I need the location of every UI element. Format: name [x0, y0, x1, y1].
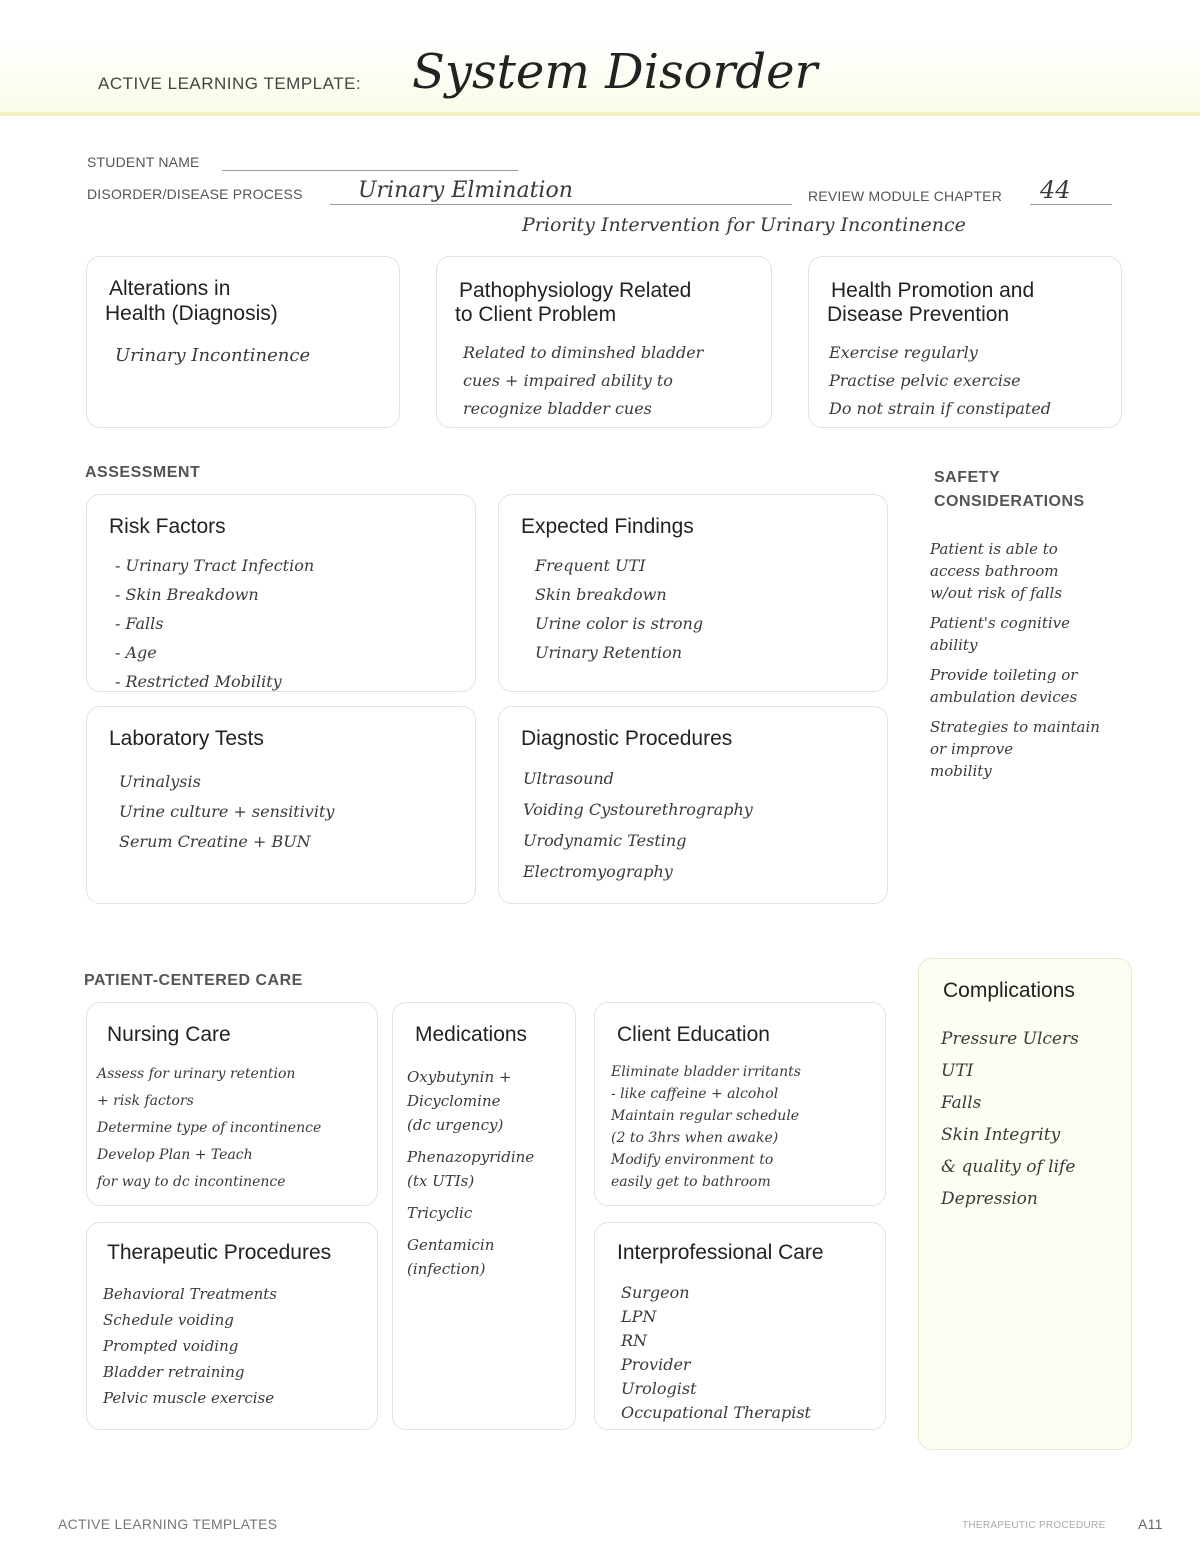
student-name-label: STUDENT NAME [87, 154, 200, 170]
note-line: & quality of life [941, 1157, 1076, 1177]
safety-notes [930, 538, 1100, 782]
nursing-care-notes [97, 1061, 321, 1196]
disorder-field-line2: Priority Intervention for Urinary Incontinence [522, 214, 966, 236]
note-line: Dicyclomine [407, 1092, 501, 1110]
laboratory-tests-box [86, 706, 476, 904]
note-line: (dc urgency) [407, 1116, 504, 1134]
note-line: Frequent UTI [535, 556, 646, 575]
therapeutic-procedures-notes [103, 1281, 277, 1411]
note-line: Determine type of incontinence [97, 1120, 322, 1136]
safety-heading-line1: SAFETY [934, 469, 1001, 486]
note-line: easily get to bathroom [611, 1174, 771, 1190]
safety-heading [934, 466, 1085, 514]
note-line: Serum Creatine + BUN [119, 832, 311, 851]
review-chapter-field[interactable]: 44 [1040, 176, 1071, 204]
note-line: - Age [115, 643, 157, 662]
expected-findings-box [498, 494, 888, 692]
note-line: (2 to 3hrs when awake) [611, 1130, 779, 1146]
note-line: Urine culture + sensitivity [119, 802, 335, 821]
expected-findings-notes [535, 551, 703, 667]
health-promotion-title: Health Promotion and [831, 279, 1035, 302]
note-line: Skin Integrity [941, 1125, 1061, 1145]
note-line: Maintain regular schedule [611, 1108, 800, 1124]
risk-factors-box [86, 494, 476, 692]
note-line: recognize bladder cues [463, 399, 652, 418]
note-line: Urologist [621, 1379, 697, 1398]
note-line: LPN [621, 1307, 657, 1326]
alterations-notes [115, 341, 310, 370]
note-line: - like caffeine + alcohol [611, 1086, 779, 1102]
note-line: - Urinary Tract Infection [115, 556, 315, 575]
medications-box [392, 1002, 576, 1430]
health-promotion-title-line2: Disease Prevention [827, 303, 1010, 326]
therapeutic-procedures-title: Therapeutic Procedures [107, 1241, 332, 1264]
complications-notes [941, 1023, 1079, 1215]
interprofessional-care-box [594, 1222, 886, 1430]
footer-section-label: THERAPEUTIC PROCEDURE [962, 1520, 1106, 1531]
therapeutic-procedures-box [86, 1222, 378, 1430]
note-line: (tx UTIs) [407, 1172, 475, 1190]
safety-heading-line2: CONSIDERATIONS [934, 493, 1085, 510]
note-line: Exercise regularly [829, 343, 978, 362]
note-line: Assess for urinary retention [97, 1066, 296, 1082]
interprofessional-care-title: Interprofessional Care [617, 1241, 824, 1264]
note-line: Occupational Therapist [621, 1403, 811, 1422]
note-line: mobility [930, 762, 992, 780]
note-line: Do not strain if constipated [829, 399, 1052, 418]
medications-title: Medications [415, 1023, 528, 1046]
note-line: or improve [930, 740, 1014, 758]
note-line: w/out risk of falls [930, 584, 1063, 602]
note-line: Oxybutynin + [407, 1068, 512, 1086]
note-line: access bathroom [930, 562, 1059, 580]
pathophysiology-box [436, 256, 772, 428]
note-line: for way to dc incontinence [97, 1174, 286, 1190]
review-chapter-label: REVIEW MODULE CHAPTER [808, 188, 1002, 204]
note-line: Pressure Ulcers [941, 1029, 1079, 1049]
note-line [407, 1225, 534, 1233]
note-line: Bladder retraining [103, 1363, 245, 1381]
note-line: Urodynamic Testing [523, 831, 687, 850]
note-line [930, 656, 1100, 664]
note-line: Electromyography [523, 862, 673, 881]
note-line: Depression [941, 1189, 1038, 1209]
note-line: Provide toileting or [930, 666, 1078, 684]
note-line: RN [621, 1331, 648, 1350]
note-line: Patient is able to [930, 540, 1058, 558]
client-education-notes [611, 1061, 801, 1193]
note-line: cues + impaired ability to [463, 371, 673, 390]
health-promotion-box [808, 256, 1122, 428]
note-line: ambulation devices [930, 688, 1078, 706]
note-line: Strategies to maintain [930, 718, 1100, 736]
note-line: Schedule voiding [103, 1311, 234, 1329]
note-line: Urine color is strong [535, 614, 704, 633]
note-line [930, 604, 1100, 612]
note-line [930, 708, 1100, 716]
note-line: + risk factors [97, 1093, 194, 1109]
nursing-care-box [86, 1002, 378, 1206]
note-line: Gentamicin [407, 1236, 495, 1254]
note-line: Falls [941, 1093, 982, 1113]
note-line: Ultrasound [523, 769, 614, 788]
note-line: Patient's cognitive [930, 614, 1071, 632]
pathophysiology-notes [463, 339, 703, 423]
note-line: Pelvic muscle exercise [103, 1389, 275, 1407]
note-line: Urinary Retention [535, 643, 683, 662]
note-line: Surgeon [621, 1283, 690, 1302]
risk-factors-notes [115, 551, 314, 696]
note-line: Related to diminshed bladder [463, 343, 704, 362]
pathophysiology-title: Pathophysiology Related [459, 279, 692, 302]
note-line: Eliminate bladder irritants [611, 1064, 801, 1080]
complications-box [918, 958, 1132, 1450]
note-line: Voiding Cystourethrography [523, 800, 753, 819]
pathophysiology-title-line2: to Client Problem [455, 303, 617, 326]
note-line: ability [930, 636, 978, 654]
note-line [407, 1137, 534, 1145]
alterations-box [86, 256, 400, 428]
complications-title: Complications [943, 979, 1075, 1002]
note-line: Phenazopyridine [407, 1148, 535, 1166]
disorder-label: DISORDER/DISEASE PROCESS [87, 186, 303, 202]
expected-findings-title: Expected Findings [521, 515, 694, 538]
disorder-line [330, 204, 792, 205]
note-line: Prompted voiding [103, 1337, 239, 1355]
student-name-line [222, 170, 518, 171]
review-chapter-line [1030, 204, 1112, 205]
medications-notes [407, 1065, 534, 1281]
alterations-title-line2: Health (Diagnosis) [105, 302, 278, 325]
disorder-field[interactable]: Urinary Elmination [358, 178, 573, 203]
footer-label: ACTIVE LEARNING TEMPLATES [58, 1516, 278, 1532]
client-education-box [594, 1002, 886, 1206]
note-line: Provider [621, 1355, 691, 1374]
note-line: - Skin Breakdown [115, 585, 259, 604]
note-line: - Falls [115, 614, 164, 633]
note-line: - Restricted Mobility [115, 672, 282, 691]
interprofessional-care-notes [621, 1281, 811, 1425]
nursing-care-title: Nursing Care [107, 1023, 231, 1046]
note-line: Tricyclic [407, 1204, 473, 1222]
note-line: Modify environment to [611, 1152, 774, 1168]
note-line: (infection) [407, 1260, 486, 1278]
patient-centered-care-heading: PATIENT-CENTERED CARE [84, 972, 303, 989]
note-line: Urinary Incontinence [115, 345, 311, 366]
risk-factors-title: Risk Factors [109, 515, 226, 538]
page-title: System Disorder [412, 44, 818, 100]
note-line: Practise pelvic exercise [829, 371, 1021, 390]
note-line: UTI [941, 1061, 974, 1081]
diagnostic-procedures-title: Diagnostic Procedures [521, 727, 733, 750]
assessment-heading: ASSESSMENT [85, 464, 201, 481]
note-line: Skin breakdown [535, 585, 667, 604]
note-line: Urinalysis [119, 772, 201, 791]
alterations-title: Alterations in [109, 277, 231, 300]
laboratory-tests-notes [119, 767, 334, 857]
diagnostic-procedures-box [498, 706, 888, 904]
health-promotion-notes [829, 339, 1051, 423]
client-education-title: Client Education [617, 1023, 770, 1046]
template-label: ACTIVE LEARNING TEMPLATE: [98, 74, 362, 93]
note-line: Behavioral Treatments [103, 1285, 277, 1303]
note-line [407, 1193, 534, 1201]
page-number: A11 [1138, 1516, 1163, 1532]
laboratory-tests-title: Laboratory Tests [109, 727, 264, 750]
note-line: Develop Plan + Teach [97, 1147, 253, 1163]
diagnostic-procedures-notes [523, 763, 753, 887]
